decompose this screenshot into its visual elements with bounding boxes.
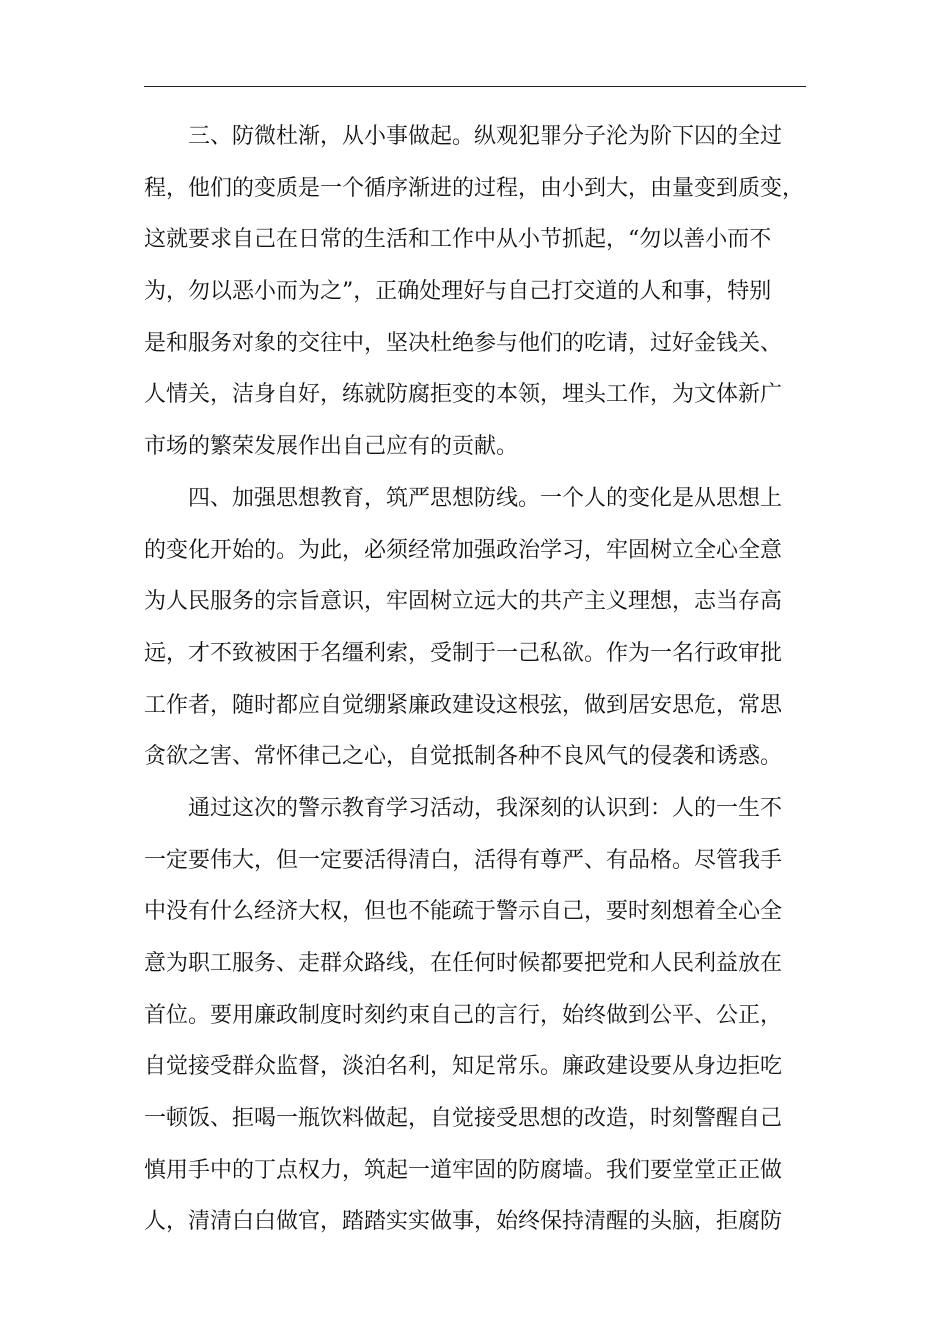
text-line: 人情关，洁身自好，练就防腐拒变的本领，埋头工作，为文体新广 (144, 382, 783, 408)
text-line: 程，他们的变质是一个循序渐进的过程，由小到大，由量变到质变， (144, 175, 805, 201)
text-line: 慎用手中的丁点权力，筑起一道牢固的防腐墙。我们要堂堂正正做 (144, 1157, 783, 1183)
text-line: 首位。要用廉政制度时刻约束自己的言行，始终做到公平、公正， (144, 1002, 783, 1028)
body-text (144, 111, 808, 1248)
text-line: 自觉接受群众监督，淡泊名利，知足常乐。廉政建设要从身边拒吃 (144, 1054, 783, 1080)
text-line: 人，清清白白做官，踏踏实实做事，始终保持清醒的头脑，拒腐防 (144, 1209, 783, 1235)
text-line: 工作者，随时都应自觉绷紧廉政建设这根弦，做到居安思危，常思 (144, 692, 783, 718)
text-line: 为人民服务的宗旨意识，牢固树立远大的共产主义理想，志当存高 (144, 589, 783, 615)
text-line: 四、加强思想教育，筑严思想防线。一个人的变化是从思想上 (188, 485, 783, 511)
text-line: 意为职工服务、走群众路线，在任何时候都要把党和人民利益放在 (144, 951, 783, 976)
text-line: 为，勿以恶小而为之”，正确处理好与自己打交道的人和事，特别 (144, 279, 772, 305)
text-line: 中没有什么经济大权，但也不能疏于警示自己，要时刻想着全心全 (144, 899, 783, 925)
header-rule (144, 86, 806, 87)
text-line: 这就要求自己在日常的生活和工作中从小节抓起，“勿以善小而不 (144, 227, 772, 253)
text-line: 贪欲之害、常怀律己之心，自觉抵制各种不良风气的侵袭和诱惑。 (144, 744, 783, 770)
text-line: 一定要伟大，但一定要活得清白，活得有尊严、有品格。尽管我手 (144, 847, 783, 873)
text-line: 三、防微杜渐，从小事做起。纵观犯罪分子沦为阶下囚的全过 (188, 124, 783, 149)
text-line: 是和服务对象的交往中，坚决杜绝参与他们的吃请，过好金钱关、 (144, 330, 783, 356)
text-line: 市场的繁荣发展作出自己应有的贡献。 (144, 434, 519, 460)
text-line: 的变化开始的。为此，必须经常加强政治学习，牢固树立全心全意 (144, 537, 783, 563)
text-line: 一顿饭、拒喝一瓶饮料做起，自觉接受思想的改造，时刻警醒自己 (144, 1106, 783, 1132)
text-line: 远，才不致被困于名缰利索，受制于一己私欲。作为一名行政审批 (144, 640, 783, 666)
text-line: 通过这次的警示教育学习活动，我深刻的认识到：人的一生不 (188, 795, 783, 821)
